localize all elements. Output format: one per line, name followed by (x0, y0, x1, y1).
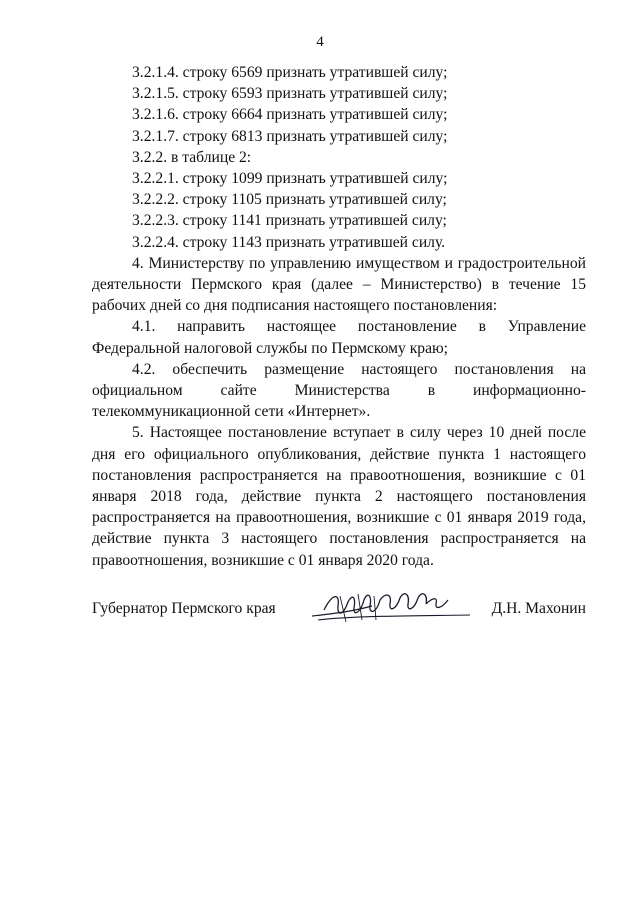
paragraph-5: 5. Настоящее постановление вступает в силу через 10 дней после дня его официального опубликования, действие пункта 1 настоящего постановления распространяется на правоотношения, возникшие с 01 января 2018 года, действие пункта 2 настоящего постановления распространяется на правоотношения, возникшие с 01 января 2019 года, действие пункта 3 настоящего постановления распространяется на правоотношения, возникшие с 01 января 2020 года. (92, 424, 586, 569)
clause-3-2-2-3: 3.2.2.3. строку 1141 признать утратившей силу; (132, 212, 447, 230)
page-number: 4 (316, 34, 324, 50)
paragraph-4-2: 4.2. обеспечить размещение настоящего постановления на официальном сайте Министерства в информационно-телекоммуникационной сети «Интернет». (92, 360, 586, 421)
clause-3-2-2-4: 3.2.2.4. строку 1143 признать утратившей силу. (132, 233, 446, 251)
clause-3-2-2-2: 3.2.2.2. строку 1105 признать утратившей силу; (132, 191, 447, 209)
signature-block (92, 598, 586, 638)
clause-3-2-1-4: 3.2.1.4. строку 6569 признать утратившей силу; (132, 64, 448, 81)
signatory-name: Д.Н. Махонин (491, 600, 586, 617)
paragraph-4-1: 4.1. направить настоящее постановление в Управление Федеральной налоговой службы по Пермскому краю; (92, 318, 586, 357)
document-body (92, 62, 586, 571)
clause-3-2-1-6: 3.2.1.6. строку 6664 признать утратившей силу; (132, 106, 448, 124)
paragraph-4: 4. Министерству по управлению имуществом и градостроительной деятельности Пермского края (далее – Министерство) в течение 15 рабочих дней со дня подписания настоящего постановления: (92, 254, 586, 315)
clause-3-2-1-7: 3.2.1.7. строку 6813 признать утратившей силу; (132, 127, 448, 145)
clause-3-2-2: 3.2.2. в таблице 2: (132, 148, 252, 166)
clause-3-2-2-1: 3.2.2.1. строку 1099 признать утратившей силу; (132, 170, 448, 188)
handwritten-signature (310, 586, 470, 630)
clause-3-2-1-5: 3.2.1.5. строку 6593 признать утратившей силу; (132, 85, 448, 103)
signatory-title: Губернатор Пермского края (92, 600, 276, 617)
